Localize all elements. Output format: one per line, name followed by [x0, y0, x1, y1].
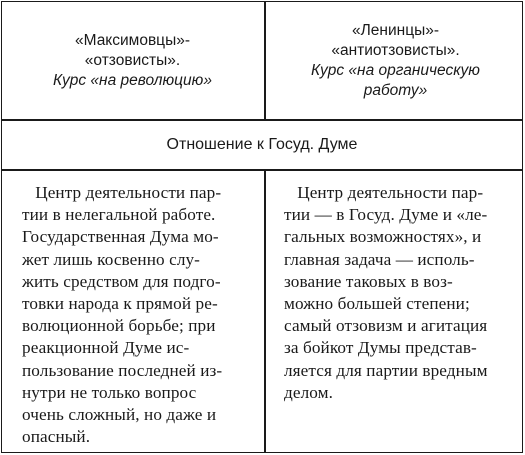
comparison-table — [1, 1, 523, 453]
column-divider-top — [264, 2, 266, 119]
header-left-title: «Максимовцы»- «отзовисты». — [74, 31, 190, 69]
header-right-title: «Ленинцы»- «антиотзовисты». — [331, 21, 460, 59]
section-title: Отношение к Госуд. Думе — [166, 135, 358, 153]
right-body-text: Центр деятельности пар- тии — в Госуд. Думе и «ле- гальных возможностях», и главная задача — исполь- зование таковых в воз- можно большей степени; самый отзовизм и агитация за бойкот Думы представ- ляется для партии вредным делом. — [284, 183, 488, 402]
column-divider-bottom — [264, 170, 266, 453]
left-body-text: Центр деятельности пар- тии в нелегальной работе. Государственная Дума мо- жет лишь косвенно слу- жить средством для подго- товки народа к прямой ре- волюционной борьбе; при реакционной Думе ис- пользование последней из- нутри не только вопрос очень сложный, но даже и опасный. — [22, 183, 223, 447]
header-cell-maximovtsy — [2, 2, 263, 119]
header-cell-lenintsy — [265, 2, 525, 119]
header-left-course: Курс «на революцию» — [53, 71, 212, 89]
row-divider-2 — [2, 169, 522, 171]
header-right-course: Курс «на органическую работу» — [311, 61, 480, 99]
